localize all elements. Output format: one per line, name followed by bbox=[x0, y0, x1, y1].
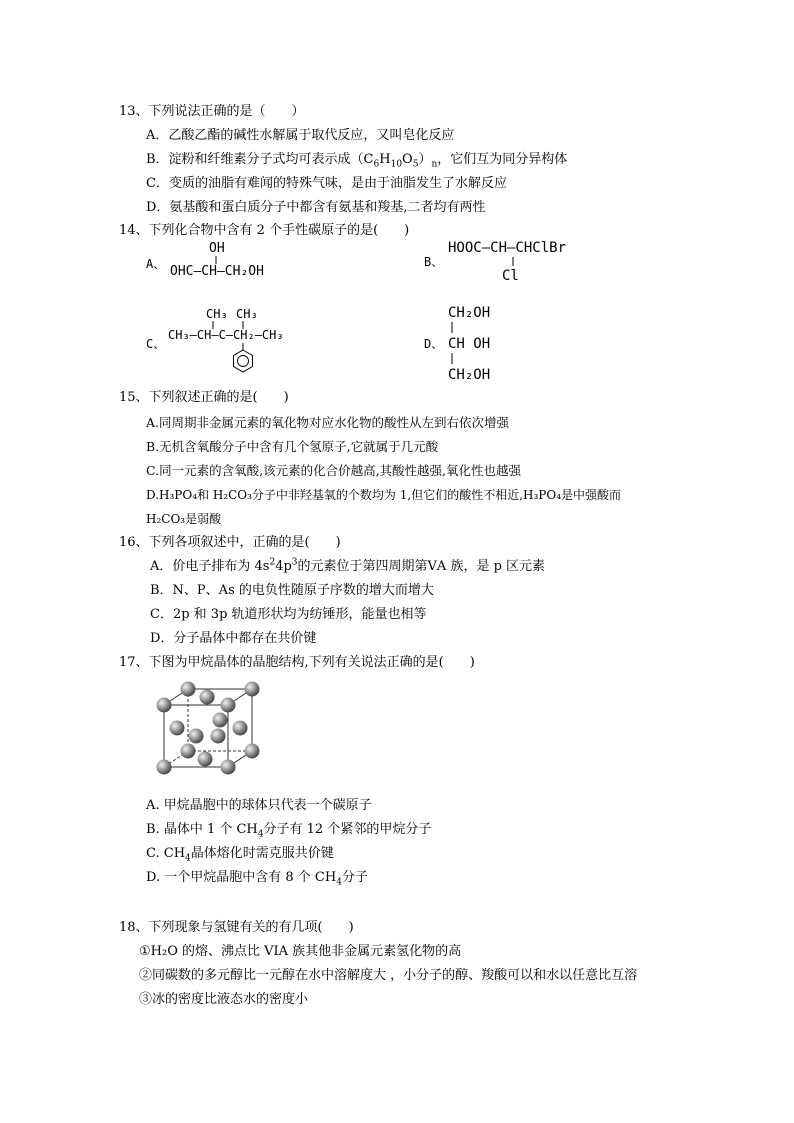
q16-option-d: D．分子晶体中都存在共价键 bbox=[150, 631, 317, 646]
q14-a-label: A、 bbox=[146, 257, 166, 271]
q13-option-a: A．乙酸乙酯的碱性水解属于取代反应，又叫皂化反应 bbox=[146, 128, 455, 143]
q14-c-ch3b: CH₃ bbox=[236, 307, 258, 321]
q17-stem: 17、下图为甲烷晶体的晶胞结构,下列有关说法正确的是( ) bbox=[119, 655, 475, 670]
sphere bbox=[221, 698, 236, 713]
methane-unit-cell-figure bbox=[148, 676, 272, 786]
q14-b-formula: HOOC—CH—CHClBr bbox=[448, 240, 567, 256]
sphere bbox=[211, 729, 226, 744]
sphere bbox=[181, 682, 196, 697]
sphere bbox=[233, 721, 248, 736]
q17-option-a: A. 甲烷晶胞中的球体只代表一个碳原子 bbox=[146, 798, 372, 813]
q14-d-line3: CH₂OH bbox=[448, 367, 491, 383]
q14-c-formula: CH₃—CH—C—CH₂—CH₃ bbox=[168, 328, 284, 342]
q13-stem: 13、下列说法正确的是（ ） bbox=[119, 104, 305, 119]
benzene-ring bbox=[234, 350, 253, 372]
sphere bbox=[245, 744, 260, 759]
q14-b-cl: Cl bbox=[502, 268, 519, 284]
q18-stem: 18、下列现象与氢键有关的有几项( ) bbox=[119, 920, 354, 935]
sphere bbox=[198, 752, 213, 767]
q14-stem: 14、下列化合物中含有 2 个手性碳原子的是( ) bbox=[119, 223, 410, 238]
q14-c-label: C、 bbox=[146, 337, 166, 351]
q13-option-b: B．淀粉和纤维素分子式均可表示成$(C_6H_{10}O_5)_n$，它们互为同分异构体 bbox=[146, 152, 568, 170]
q17-option-b: B. 晶体中 1 个 $CH_4$分子有 12 个紧邻的甲烷分子 bbox=[146, 822, 432, 840]
q14-structures bbox=[0, 0, 794, 400]
q17-option-d: D. 一个甲烷晶胞中含有 8 个 $CH_4$分子 bbox=[146, 870, 368, 888]
q14-c-ch3a: CH₃ bbox=[206, 307, 228, 321]
q13-option-d: D．氨基酸和蛋白质分子中都含有氨基和羧基,二者均有两性 bbox=[146, 200, 486, 215]
q18-item-1: ①H₂O 的熔、沸点比 VIA 族其他非金属元素氢化物的高 bbox=[139, 944, 462, 959]
q15-option-d-line1: D.H₃PO₄和 H₂CO₃分子中非羟基氧的个数均为 1,但它们的酸性不相近,H₃PO₄是中强酸而 bbox=[146, 488, 622, 502]
sphere bbox=[221, 760, 236, 775]
sphere bbox=[245, 682, 260, 697]
q14-d-label: D、 bbox=[424, 337, 444, 351]
sphere bbox=[200, 690, 215, 705]
sphere bbox=[157, 760, 172, 775]
q17-option-c: C. $CH_4$晶体熔化时需克服共价键 bbox=[146, 846, 334, 864]
q14-d-line2: CH OH bbox=[448, 336, 491, 352]
sphere bbox=[181, 744, 196, 759]
q18-item-3: ③冰的密度比液态水的密度小 bbox=[139, 992, 309, 1007]
q14-a-oh: OH bbox=[209, 241, 225, 256]
q15-option-d-line2: H₂CO₃是弱酸 bbox=[146, 512, 222, 526]
q18-item-2: ②同碳数的多元醇比一元醇在水中溶解度大 ，小分子的醇、羧酸可以和水以任意比互溶 bbox=[139, 968, 638, 983]
q15-stem: 15、下列叙述正确的是( ) bbox=[119, 390, 289, 405]
q15-option-b: B.无机含氧酸分子中含有几个氢原子,它就属于几元酸 bbox=[146, 439, 439, 454]
q16-stem: 16、下列各项叙述中，正确的是( ) bbox=[119, 535, 341, 550]
q16-option-a: A．价电子排布为 $4s^24p^3$的元素位于第四周期第ⅤA 族，是 p 区元素 bbox=[150, 557, 546, 574]
q13-option-c: C．变质的油脂有难闻的特殊气味，是由于油脂发生了水解反应 bbox=[146, 176, 507, 191]
q14-b-label: B、 bbox=[424, 255, 444, 269]
q16-option-b: B．N、P、As 的电负性随原子序数的增大而增大 bbox=[150, 583, 434, 598]
sphere bbox=[189, 729, 204, 744]
q16-option-c: C．2p 和 3p 轨道形状均为纺锤形，能量也相等 bbox=[150, 607, 427, 622]
q14-d-line1: CH₂OH bbox=[448, 305, 491, 321]
sphere bbox=[157, 698, 172, 713]
q15-option-a: A.同周期非金属元素的氧化物对应水化物的酸性从左到右依次增强 bbox=[146, 415, 510, 430]
q15-option-c: C.同一元素的含氧酸,该元素的化合价越高,其酸性越强,氧化性也越强 bbox=[146, 463, 522, 478]
q14-a-formula: OHC—CH—CH₂OH bbox=[170, 264, 264, 279]
sphere bbox=[213, 713, 228, 728]
molecule-spheres bbox=[157, 682, 260, 775]
sphere bbox=[170, 721, 185, 736]
